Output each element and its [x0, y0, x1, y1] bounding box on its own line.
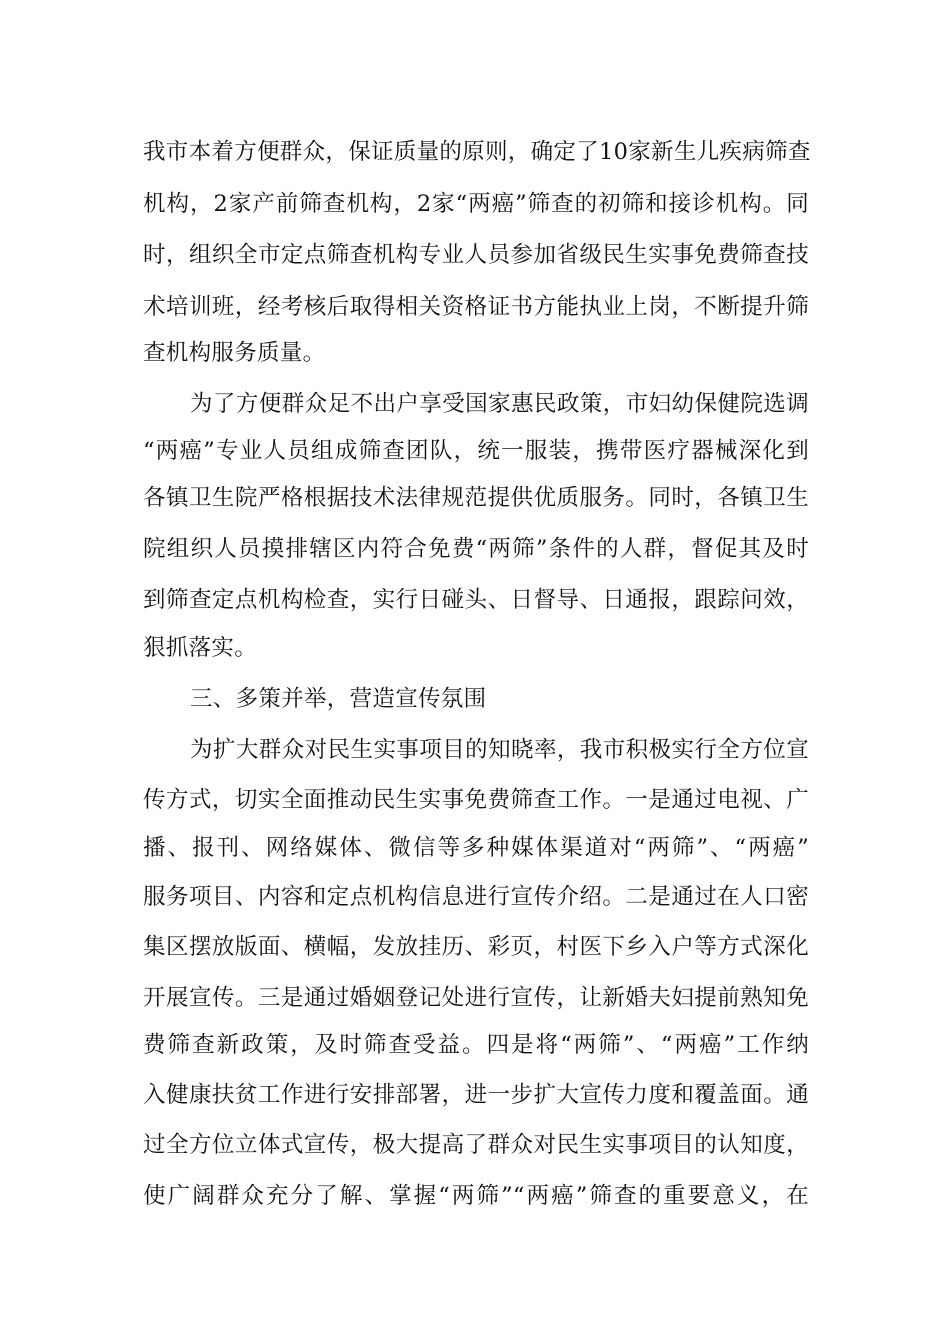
text-line: 费筛查新政策，及时筛查受益。四是将“两筛”、“两癌”工作纳	[143, 1032, 809, 1058]
text-line: 狠抓落实。	[143, 635, 258, 661]
text-line: 过全方位立体式宣传，极大提高了群众对民生实事项目的认知度，	[143, 1132, 809, 1158]
text-line: 时，组织全市定点筛查机构专业人员参加省级民生实事免费筛查技	[143, 242, 809, 268]
text-line: 集区摆放版面、横幅，发放挂历、彩页，村医下乡入户等方式深化	[143, 934, 809, 960]
text-line: 术培训班，经考核后取得相关资格证书方能执业上岗，不断提升筛	[143, 294, 809, 320]
text-line: 到筛查定点机构检查，实行日碰头、日督导、日通报，跟踪问效，	[143, 587, 809, 613]
paragraph-start-line: 为扩大群众对民生实事项目的知晓率，我市积极实行全方位宣	[190, 737, 809, 763]
text-line: 播、报刊、网络媒体、微信等多种媒体渠道对“两筛”、“两癌”	[143, 835, 809, 861]
paragraph-start-line: 为了方便群众足不出户享受国家惠民政策，市妇幼保健院选调	[190, 391, 809, 417]
text-line: 各镇卫生院严格根据技术法律规范提供优质服务。同时，各镇卫生	[143, 485, 809, 511]
section-heading: 三、多策并举，营造宣传氛围	[190, 686, 487, 712]
text-line: 查机构服务质量。	[143, 340, 326, 366]
text-line: “两癌”专业人员组成筛查团队，统一服装，携带医疗器械深化到	[143, 438, 809, 464]
text-line: 服务项目、内容和定点机构信息进行宣传介绍。二是通过在人口密	[143, 884, 809, 910]
text-line: 开展宣传。三是通过婚姻登记处进行宣传，让新婚夫妇提前熟知免	[143, 985, 809, 1011]
text-line: 传方式，切实全面推动民生实事免费筛查工作。一是通过电视、广	[143, 787, 809, 813]
text-line: 机构，2家产前筛查机构，2家“两癌”筛查的初筛和接诊机构。同	[143, 191, 809, 217]
text-line: 入健康扶贫工作进行安排部署，进一步扩大宣传力度和覆盖面。通	[143, 1082, 809, 1108]
text-line: 使广阔群众充分了解、掌握“两筛”“两癌”筛查的重要意义，在	[143, 1183, 809, 1209]
text-line: 院组织人员摸排辖区内符合免费“两筛”条件的人群，督促其及时	[143, 536, 809, 562]
text-line: 我市本着方便群众，保证质量的原则，确定了10家新生儿疾病筛查	[143, 139, 811, 165]
